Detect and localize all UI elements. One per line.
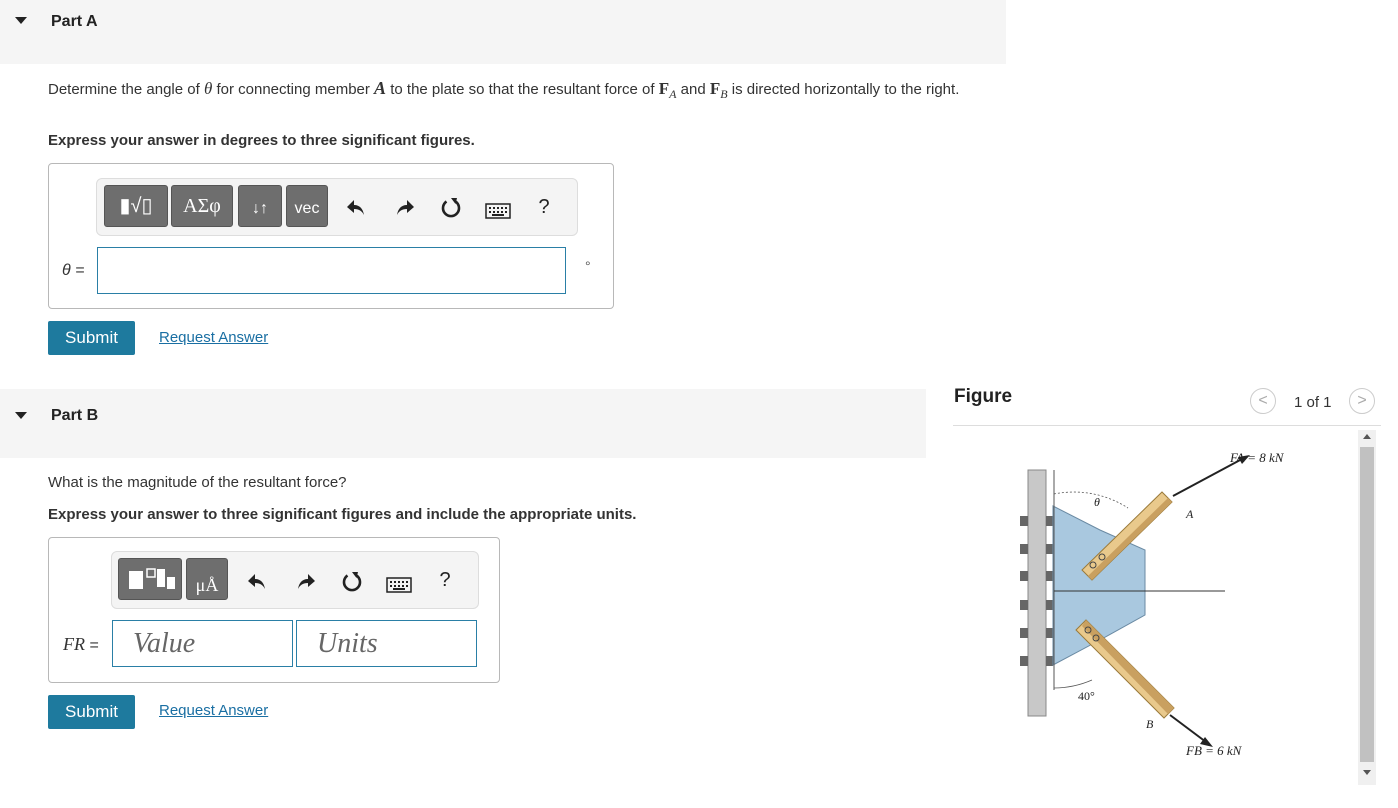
part-a-collapse-icon[interactable] xyxy=(15,17,27,24)
scrollbar-thumb[interactable] xyxy=(1360,447,1374,762)
part-a-header[interactable] xyxy=(0,0,1006,64)
keyboard-icon[interactable] xyxy=(485,202,511,218)
templates-icon xyxy=(119,559,181,599)
part-b-submit-button[interactable]: Submit xyxy=(48,695,135,729)
part-a-question: Determine the angle of θ for connecting member A to the plate so that the resultant force of $F_A$ and $F_B$ is directed horizontally to the right. xyxy=(48,78,960,101)
part-a-title: Part A xyxy=(51,13,98,30)
redo-icon[interactable] xyxy=(294,570,318,594)
arrows-button[interactable] xyxy=(238,185,282,227)
keyboard-icon[interactable] xyxy=(386,576,412,592)
next-figure-button[interactable]: > xyxy=(1349,388,1375,414)
theta-label: θ = xyxy=(62,262,85,279)
part-b-instruction: Express your answer to three significant figures and include the appropriate units. xyxy=(48,506,637,523)
scroll-up-arrow[interactable] xyxy=(1363,434,1371,439)
figure-scrollbar[interactable] xyxy=(1358,430,1376,785)
label-fb: FB = 6 kN xyxy=(1186,743,1242,758)
part-b-header[interactable] xyxy=(0,389,926,458)
degree-symbol: ° xyxy=(585,258,591,274)
part-a-submit-button[interactable]: Submit xyxy=(48,321,135,355)
part-b-collapse-icon[interactable] xyxy=(15,412,27,419)
label-theta: θ xyxy=(1094,495,1100,509)
label-a: A xyxy=(1186,507,1194,521)
part-b-question: What is the magnitude of the resultant force? xyxy=(48,474,347,491)
figure-pager-text: 1 of 1 xyxy=(1294,394,1332,411)
templates-button[interactable] xyxy=(104,185,168,227)
part-a-instruction: Express your answer in degrees to three significant figures. xyxy=(48,132,475,149)
reset-icon[interactable] xyxy=(340,570,364,594)
redo-icon[interactable] xyxy=(393,196,417,220)
label-b: B xyxy=(1146,717,1154,731)
scroll-down-arrow[interactable] xyxy=(1363,770,1371,775)
figure-diagram xyxy=(1010,440,1310,770)
help-button[interactable]: ? xyxy=(439,569,451,591)
templates-button[interactable] xyxy=(118,558,182,600)
part-a-request-answer-link[interactable]: Request Answer xyxy=(159,329,269,346)
fr-label: FR = xyxy=(63,634,99,654)
units-input[interactable]: Units xyxy=(296,620,477,667)
theta-input[interactable] xyxy=(97,247,566,294)
templates-icon: ▮√▯ xyxy=(119,195,153,217)
arrows-icon: ↓↑ xyxy=(252,200,268,217)
previous-figure-button[interactable]: < xyxy=(1250,388,1276,414)
undo-icon[interactable] xyxy=(344,196,368,220)
label-fa: FA = 8 kN xyxy=(1230,450,1284,465)
vector-button[interactable]: vec xyxy=(286,185,328,227)
label-angle: 40° xyxy=(1078,689,1095,703)
units-button[interactable]: μÅ xyxy=(186,558,228,600)
undo-icon[interactable] xyxy=(245,570,269,594)
part-b-request-answer-link[interactable]: Request Answer xyxy=(159,702,269,719)
reset-icon[interactable] xyxy=(439,196,463,220)
greek-symbols-button[interactable]: ΑΣφ xyxy=(171,185,233,227)
help-button[interactable]: ? xyxy=(538,196,550,218)
value-input[interactable]: Value xyxy=(112,620,293,667)
figure-title: Figure xyxy=(954,386,1013,407)
part-b-title: Part B xyxy=(51,407,99,424)
figure-divider xyxy=(953,425,1381,426)
